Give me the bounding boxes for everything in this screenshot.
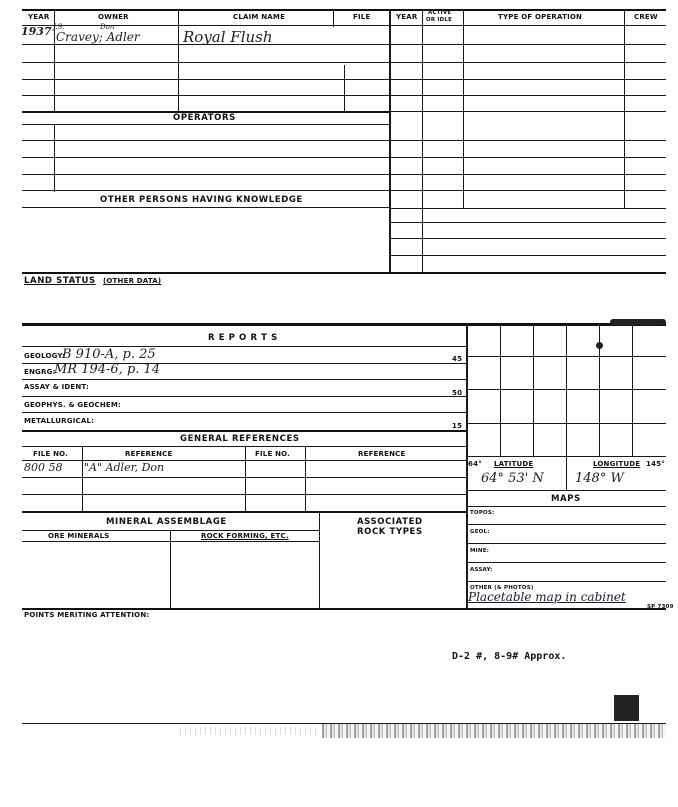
associated-rock-types-1: ASSOCIATED: [357, 517, 423, 527]
scan-noise: [180, 727, 320, 735]
row-line: [22, 44, 666, 45]
scan-noise: [322, 724, 666, 738]
side-number: 45: [452, 355, 463, 363]
operators-divider: [54, 124, 55, 192]
engrg-label: ENGRG:: [24, 368, 56, 376]
gen-ref-divider: [305, 446, 306, 512]
engrg-value: MR 194-6, p. 14: [54, 362, 161, 377]
row-line: [22, 396, 467, 397]
points-label: POINTS MERITING ATTENTION:: [24, 611, 150, 619]
row-line: [389, 111, 666, 112]
row-line: [22, 412, 467, 413]
maps-underline: [466, 506, 666, 507]
points-typed-note: D-2 #, 8-9# Approx.: [452, 651, 567, 662]
long-prefix: 145°: [646, 460, 665, 468]
longitude-label: LONGITUDE: [593, 460, 641, 468]
rock-forming-label: ROCK FORMING, ETC.: [201, 532, 289, 540]
mineral-divider-right: [319, 511, 320, 608]
row-line: [22, 79, 666, 80]
operators-title: OPERATORS: [173, 113, 236, 123]
metallurgical-label: METALLURGICAL:: [24, 417, 95, 425]
gen-ref-col-file-no-2: FILE NO.: [255, 450, 290, 458]
geology-label: GEOLOGY:: [24, 352, 66, 360]
divider-active: [463, 9, 464, 209]
longitude-value: 148° W: [575, 471, 624, 486]
divider-claim-lower: [344, 65, 345, 112]
top-rule: [22, 9, 666, 11]
row-line: [389, 255, 666, 256]
row-line: [466, 543, 666, 544]
other-persons-underline: [22, 207, 389, 208]
row-line: [389, 238, 666, 239]
row-line: [22, 477, 467, 478]
land-status-title: LAND STATUS: [24, 276, 96, 286]
divider-claim: [333, 9, 334, 27]
general-references-title: GENERAL REFERENCES: [180, 434, 300, 444]
form-code: SP 7309: [647, 604, 674, 610]
latitude-value: 64° 53' N: [481, 471, 544, 486]
side-number: 50: [452, 389, 463, 397]
latlong-line: [466, 490, 666, 491]
maps-other-value: Placetable map in cabinet: [468, 590, 626, 604]
geophys-label: GEOPHYS. & GEOCHEM:: [24, 401, 122, 409]
scan-smudge: [610, 319, 666, 325]
land-status-rule: [22, 272, 666, 274]
divider-type: [624, 9, 625, 209]
mineral-underline: [22, 530, 320, 531]
land-status-sub: (OTHER DATA): [103, 277, 162, 285]
mineral-divider: [170, 530, 171, 608]
header-year: YEAR: [28, 13, 50, 21]
header-claim-name: CLAIM NAME: [233, 13, 286, 21]
ore-minerals-label: ORE MINERALS: [48, 532, 110, 540]
divider-owner: [178, 9, 179, 112]
row-line: [466, 524, 666, 525]
maps-mine: MINE:: [470, 548, 490, 554]
points-rule: [22, 608, 666, 610]
row-line: [22, 430, 467, 432]
header-or-idle: OR IDLE: [426, 17, 453, 23]
row-line: [466, 562, 666, 563]
gen-ref-reference-value: "A" Adler, Don: [84, 461, 165, 474]
associated-rock-types-2: ROCK TYPES: [357, 527, 423, 537]
entry-owner-first: Don: [100, 23, 115, 31]
header-underline: [22, 25, 666, 26]
row-line: [389, 208, 666, 209]
header-active: ACTIVE: [428, 10, 452, 16]
latlong-divider: [566, 456, 567, 491]
row-line: [22, 494, 467, 495]
mineral-assemblage-title: MINERAL ASSEMBLAGE: [106, 517, 227, 527]
row-line: [22, 62, 666, 63]
row-line: [22, 95, 666, 96]
maps-topos: TOPOS:: [470, 510, 495, 516]
gen-ref-file-no-value: 800 58: [24, 461, 63, 474]
location-dot: [596, 342, 603, 349]
grid-row: [466, 423, 666, 424]
maps-title: MAPS: [551, 494, 581, 504]
row-line: [466, 581, 666, 582]
maps-assay: ASSAY:: [470, 567, 493, 573]
entry-claim-name: Royal Flush: [183, 28, 273, 46]
entry-year: 1937: [21, 25, 52, 38]
reports-rule: [22, 323, 666, 326]
latitude-label: LATITUDE: [494, 460, 534, 468]
gen-ref-col-file-no: FILE NO.: [33, 450, 68, 458]
gen-ref-col-reference-2: REFERENCE: [358, 450, 406, 458]
header-year-2: YEAR: [396, 13, 418, 21]
grid-row: [466, 356, 666, 357]
gen-ref-divider: [82, 446, 83, 512]
entry-owner: Cravey; Adler: [56, 30, 140, 44]
assay-label: ASSAY & IDENT:: [24, 383, 90, 391]
header-owner: OWNER: [98, 13, 129, 21]
geology-value: B 910-A, p. 25: [62, 347, 156, 362]
mineral-header-line: [22, 541, 320, 542]
row-line: [22, 140, 666, 141]
gen-ref-divider: [245, 446, 246, 512]
operators-underline: [22, 124, 389, 125]
lat-prefix: 64°: [468, 460, 482, 468]
grid-row: [466, 389, 666, 390]
entry-owner-initials: J.S.: [53, 23, 65, 31]
row-line: [22, 511, 467, 513]
header-type-of-operation: TYPE OF OPERATION: [498, 13, 583, 21]
other-persons-title: OTHER PERSONS HAVING KNOWLEDGE: [100, 195, 303, 205]
side-number: 15: [452, 422, 463, 430]
header-file: FILE: [353, 13, 371, 21]
row-line: [22, 157, 666, 158]
scan-smudge: [614, 695, 639, 721]
gen-ref-col-reference: REFERENCE: [125, 450, 173, 458]
row-line: [22, 190, 666, 191]
row-line: [22, 174, 666, 175]
reports-title: R E P O R T S: [208, 333, 278, 343]
row-line: [22, 379, 467, 380]
row-line: [389, 222, 666, 223]
header-crew: CREW: [634, 13, 658, 21]
maps-geol: GEOL:: [470, 529, 490, 535]
maps-other: OTHER (& PHOTOS): [470, 585, 534, 591]
